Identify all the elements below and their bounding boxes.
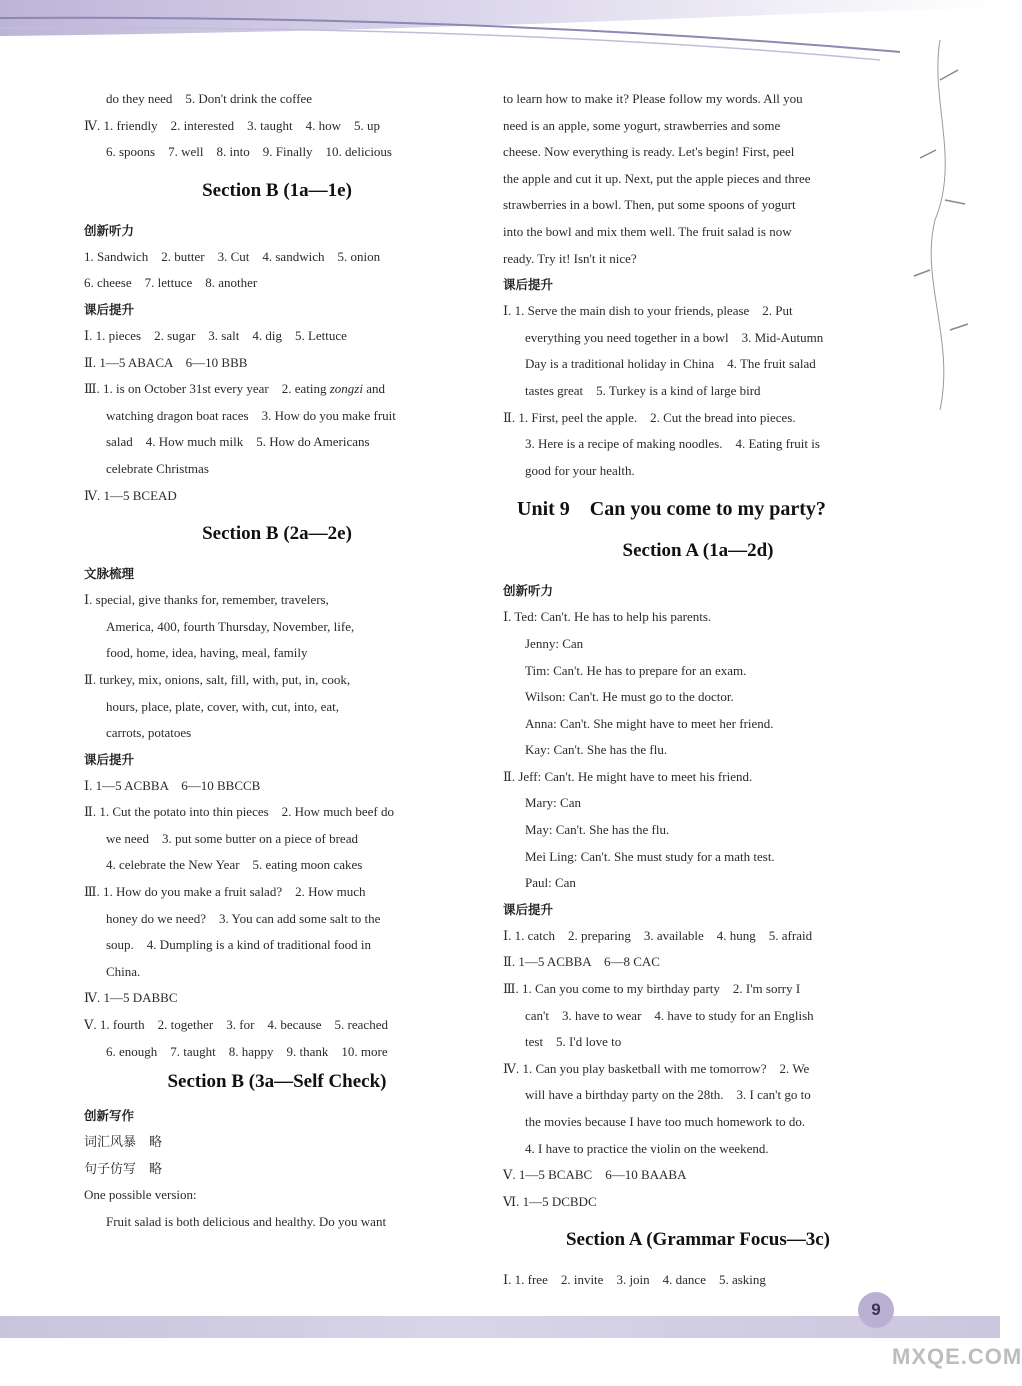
footer-decoration (0, 1306, 1000, 1386)
subsection-label: 课后提升 (84, 751, 135, 767)
text-line: Anna: Can't. She might have to meet her friend. (525, 715, 774, 731)
text-line: Ⅱ. 1—5 ACBBA 6—8 CAC (503, 954, 660, 970)
watermark-text: MXQE.COM (892, 1344, 1022, 1369)
text-line: Ⅱ. turkey, mix, onions, salt, fill, with, put, in, cook, (84, 671, 351, 687)
text-line: Ⅰ. 1. pieces 2. sugar 3. salt 4. dig 5. Lettuce (84, 327, 347, 343)
text-line: to learn how to make it? Please follow my words. All you (503, 91, 803, 106)
text-line: 4. celebrate the New Year 5. eating moon cakes (106, 857, 363, 873)
page-number: 9 (858, 1292, 894, 1328)
text-line: Paul: Can (525, 875, 576, 891)
text-line: can't 3. have to wear 4. have to study for an English (525, 1007, 814, 1023)
text-line (84, 376, 470, 403)
text-line: ready. Try it! Isn't it nice? (503, 250, 637, 266)
text-line: into the bowl and mix them well. The fruit salad is now (503, 223, 792, 239)
text-line: Ⅰ. special, give thanks for, remember, travelers, (84, 592, 329, 608)
subsection-label: 创新听力 (84, 222, 135, 238)
left-column (84, 86, 470, 1236)
subsection-label: 创新听力 (503, 583, 554, 599)
text-line: we need 3. put some butter on a piece of bread (106, 830, 358, 846)
text-fragment: Ⅲ. 1. is on October 31st every year 2. eating (84, 381, 330, 397)
text-line: 4. I have to practice the violin on the weekend. (525, 1140, 769, 1156)
text-line: Fruit salad is both delicious and healthy. Do you want (106, 1214, 387, 1229)
text-line: everything you need together in a bowl 3. Mid-Autumn (525, 329, 824, 345)
text-line: celebrate Christmas (106, 460, 209, 476)
text-line: honey do we need? 3. You can add some salt to the (106, 910, 381, 926)
subsection-label: 创新写作 (84, 1108, 135, 1124)
text-line: Ⅳ. 1. friendly 2. interested 3. taught 4. how 5. up (84, 117, 381, 133)
text-line: Ⅴ. 1. fourth 2. together 3. for 4. because 5. reached (84, 1017, 388, 1033)
header-decoration (0, 0, 1000, 70)
right-column (503, 86, 893, 1294)
text-line: Ⅱ. 1—5 ABACA 6—10 BBB (84, 354, 248, 370)
text-line: cheese. Now everything is ready. Let's begin! First, peel (503, 144, 795, 160)
text-line: America, 400, fourth Thursday, November, life, (106, 618, 355, 634)
unit-title: Unit 9 Can you come to my party? (517, 498, 826, 521)
text-line: do they need 5. Don't drink the coffee (106, 91, 313, 106)
watermark (888, 1300, 1022, 1380)
text-fragment: and (362, 381, 386, 397)
text-line: 词汇风暴 略 (84, 1134, 163, 1150)
text-line: test 5. I'd love to (525, 1034, 622, 1050)
text-line: China. (106, 963, 141, 979)
section-title: Section B (2a—2e) (202, 523, 352, 545)
text-line: good for your health. (525, 462, 635, 478)
text-line: tastes great 5. Turkey is a kind of large bird (525, 382, 761, 398)
text-line: Ⅱ. 1. First, peel the apple. 2. Cut the bread into pieces. (503, 409, 796, 425)
italic-word: zongzi (329, 381, 363, 397)
text-line: Ⅳ. 1. Can you play basketball with me tomorrow? 2. We (503, 1060, 810, 1076)
text-line: soup. 4. Dumpling is a kind of traditional food in (106, 937, 372, 953)
text-line: Day is a traditional holiday in China 4. The fruit salad (525, 356, 816, 372)
text-line: Ⅰ. 1—5 ACBBA 6—10 BBCCB (84, 777, 261, 793)
footer-bar (0, 1316, 1000, 1338)
text-line: hours, place, plate, cover, with, cut, into, eat, (106, 698, 340, 714)
text-line: Ⅳ. 1—5 BCEAD (84, 487, 177, 503)
text-line: 3. Here is a recipe of making noodles. 4. Eating fruit is (525, 436, 820, 452)
subsection-label: 课后提升 (503, 277, 554, 293)
text-line: watching dragon boat races 3. How do you make fruit (106, 407, 396, 423)
text-line: Ⅰ. Ted: Can't. He has to help his parents. (503, 609, 712, 625)
text-line: carrots, potatoes (106, 725, 192, 741)
text-line: Ⅲ. 1. How do you make a fruit salad? 2. How much (84, 884, 366, 900)
text-line: need is an apple, some yogurt, strawberries and some (503, 117, 781, 133)
text-line: Ⅱ. 1. Cut the potato into thin pieces 2. How much beef do (84, 804, 394, 820)
text-line: Ⅴ. 1—5 BCABC 6—10 BAABA (503, 1167, 687, 1183)
text-line: Mei Ling: Can't. She must study for a math test. (525, 848, 775, 864)
text-line: Tim: Can't. He has to prepare for an exam. (525, 662, 747, 678)
section-title: Section A (1a—2d) (622, 540, 774, 562)
text-line: Ⅰ. 1. catch 2. preparing 3. available 4. hung 5. afraid (503, 927, 813, 943)
text-line: the apple and cut it up. Next, put the apple pieces and three (503, 170, 811, 186)
text-line: May: Can't. She has the flu. (525, 822, 670, 838)
text-line: Ⅰ. 1. free 2. invite 3. join 4. dance 5. asking (503, 1272, 766, 1288)
text-line: Wilson: Can't. He must go to the doctor. (525, 689, 734, 705)
text-line: Ⅰ. 1. Serve the main dish to your friends, please 2. Put (503, 303, 793, 319)
text-line: will have a birthday party on the 28th. 3. I can't go to (525, 1087, 811, 1103)
subsection-label: 文脉梳理 (84, 566, 135, 582)
text-line: salad 4. How much milk 5. How do Americans (106, 434, 370, 450)
text-line: Ⅲ. 1. Can you come to my birthday party 2. I'm sorry I (503, 981, 801, 997)
text-line: Ⅵ. 1—5 DCBDC (503, 1193, 597, 1209)
text-line: the movies because I have too much homework to do. (525, 1114, 806, 1129)
subsection-label: 课后提升 (503, 901, 554, 917)
text-line: food, home, idea, having, meal, family (106, 645, 308, 661)
text-line: Jenny: Can (525, 635, 584, 651)
text-line: 6. cheese 7. lettuce 8. another (84, 275, 258, 291)
text-line: Mary: Can (525, 795, 581, 811)
text-line: One possible version: (84, 1187, 197, 1203)
text-line: Ⅱ. Jeff: Can't. He might have to meet his friend. (503, 768, 753, 784)
text-line: strawberries in a bowl. Then, put some spoons of yogurt (503, 197, 796, 213)
text-line: Kay: Can't. She has the flu. (525, 742, 668, 758)
section-title: Section B (3a—Self Check) (167, 1071, 387, 1093)
text-line: 句子仿写 略 (84, 1160, 163, 1176)
text-line: 6. enough 7. taught 8. happy 9. thank 10. more (106, 1043, 388, 1059)
section-title: Section B (1a—1e) (202, 179, 352, 201)
subsection-label: 课后提升 (84, 301, 135, 317)
section-title: Section A (Grammar Focus—3c) (565, 1229, 831, 1251)
text-line: 1. Sandwich 2. butter 3. Cut 4. sandwich 5. onion (84, 248, 381, 264)
text-line: Ⅳ. 1—5 DABBC (84, 990, 178, 1006)
text-line: 6. spoons 7. well 8. into 9. Finally 10. delicious (106, 144, 392, 160)
vine-decoration (900, 40, 1000, 410)
